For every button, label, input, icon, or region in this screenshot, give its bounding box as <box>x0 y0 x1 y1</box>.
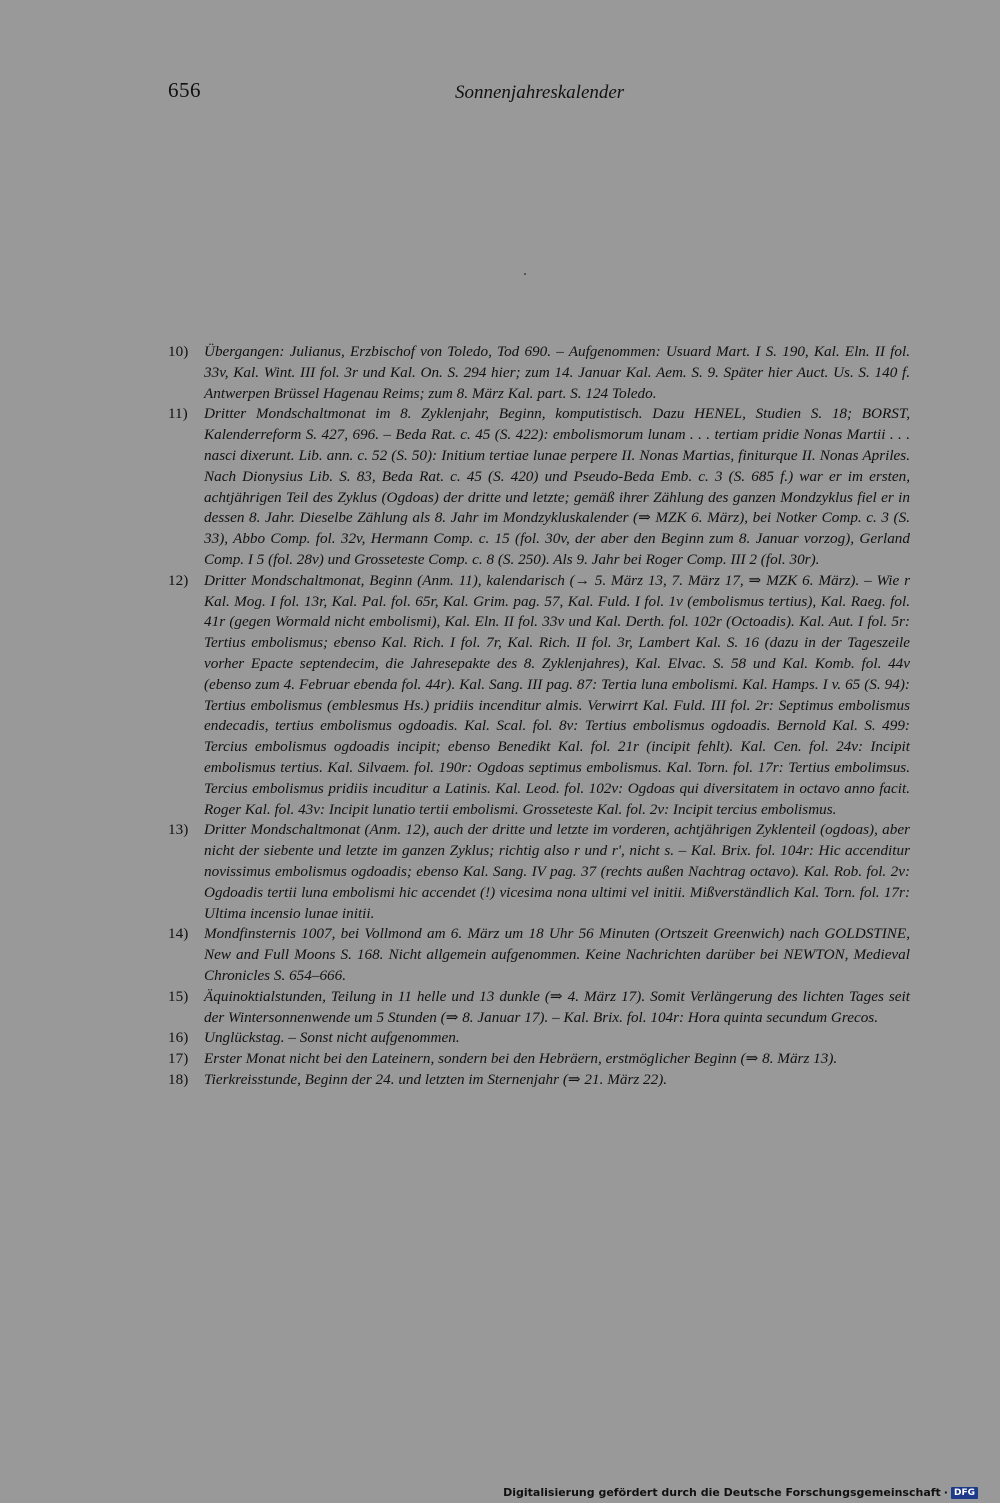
footnote-number: 18) <box>168 1070 189 1088</box>
footnote-number: 14) <box>168 925 189 943</box>
digitization-credit: Digitalisierung gefördert durch die Deutsche Forschungsgemeinschaft · DFG <box>503 1486 978 1499</box>
footnote-text: Übergangen: Julianus, Erzbischof von Toledo, Tod 690. – Aufgenommen: Usuard Mart. I S. 190, Kal. Eln. II fol. 33v, Kal. Wint. III fol. 3r und Kal. On. S. 294 hier; zum 14. Januar Kal. Aem. S. 9. Später hier Auct. Us. S. 140 f. Antwerpen Brüssel Hagenau Reims; zum 8. März Kal. part. S. 124 Toledo. <box>204 343 910 402</box>
footnote-text: Dritter Mondschaltmonat (Anm. 12), auch der dritte und letzte im vorderen, achtjährigen Zyklenteil (ogdoas), aber nicht der siebente und letzte im ganzen Zyklus; richtig also r und r', nicht s. – Kal. Brix. fol. 104r: Hic accenditur novissimus embolismus ogdoadis; ebenso Kal. Sang. IV pag. 37 (rechts außen Nachtrag octavo). Kal. Rob. fol. 2v: Ogdoadis tertii luna embolismi hic accendet (!) vicesima nona ultimi vel initii. Mißverständlich Kal. Torn. fol. 17r: Ultima incensio lunae initii. <box>204 821 910 922</box>
footnote-14 <box>168 924 910 986</box>
footnote-text: Erster Monat nicht bei den Lateinern, sondern bei den Hebräern, erstmöglicher Beginn (⇒ 8. März 13). <box>204 1050 838 1068</box>
footnote-17 <box>168 1049 910 1070</box>
footnote-number: 15) <box>168 987 189 1005</box>
page-number: 656 <box>168 78 201 102</box>
footnote-13 <box>168 820 910 924</box>
credit-text: Digitalisierung gefördert durch die Deutsche Forschungsgemeinschaft <box>503 1486 941 1499</box>
footnote-number: 10) <box>168 343 189 360</box>
footnote-12 <box>168 571 910 821</box>
footnote-text: Dritter Mondschaltmonat im 8. Zyklenjahr, Beginn, komputistisch. Dazu HENEL, Studien S. 18; BORST, Kalenderreform S. 427, 696. – Beda Rat. c. 45 (S. 422): embolismorum lunam . . . tertiam pridie Nonas Martii . . . nasci dixerunt. Lib. ann. c. 52 (S. 50): Initium tertiae lunae perpere II. Nonas Martias, finiturque II. Nonas Apriles. Nach Dionysius Lib. S. 83, Beda Rat. c. 45 (S. 420) und Pseudo-Beda Emb. c. 3 (S. 685 f.) war er im ersten, achtjährigen Teil des Zyklus (Ogdoas) der dritte und letzte; gemäß ihrer Zählung des ganzen Mondzyklus fiel er in dessen 8. Jahr. Dieselbe Zählung als 8. Jahr im Mondzykluskalender (⇒ MZK 6. März), bei Notker Comp. c. 3 (S. 33), Abbo Comp. fol. 32v, Hermann Comp. c. 15 (fol. 30v, der aber den Beginn zum 8. Januar vorzog), Gerland Comp. I 5 (fol. 28v) und Grosseteste Comp. c. 8 (S. 250). Als 9. Jahr bei Roger Comp. III 2 (fol. 30r). <box>204 405 910 568</box>
footnote-number: 17) <box>168 1050 189 1068</box>
footnote-10 <box>168 342 910 404</box>
footnote-18 <box>168 1070 910 1091</box>
running-title: Sonnenjahreskalender <box>455 82 625 103</box>
footnote-number: 16) <box>168 1029 189 1047</box>
scan-speck <box>524 273 526 275</box>
footnote-list <box>168 342 910 1091</box>
footnote-text: Dritter Mondschaltmonat, Beginn (Anm. 11), kalendarisch (→ 5. März 13, 7. März 17, ⇒ MZK 6. März). – Wie r Kal. Mog. I fol. 13r, Kal. Pal. fol. 65r, Kal. Grim. pag. 57, Kal. Fuld. I fol. 1v (embolismus tertius), Kal. Raeg. fol. 41r (gegen Wormald nicht embolismi), Kal. Eln. II fol. 33v und Kal. Derth. fol. 102r (Octoadis). Kal. Aut. I fol. 5r: Tertius embolismus; ebenso Kal. Rich. I fol. 7r, Kal. Rich. II fol. 3r, Lambert Kal. S. 16 (dazu in der Tageszeile vorher Epacte septendecim, die Jahresepakte des 8. Zyklenjahres), Kal. Elvac. S. 58 und Kal. Komb. fol. 44v (ebenso zum 4. Februar ebenda fol. 44r). Kal. Sang. III pag. 87: Tertia luna embolismi. Kal. Hamps. I v. 65 (S. 94): Tertius embolismus (emblesmus Hs.) pridiis incenditur almis. Verwirrt Kal. Fuld. III fol. 2r: Septimus embolismus endecadis, tertius embolismus ogdoadis. Kal. Scal. fol. 8v: Tertius embolismus ogdoadis. Bernold Kal. S. 499: Tercius embolismus ogdoadis incipit; ebenso Benedikt Kal. fol. 21r (incipit fehlt). Kal. Cen. fol. 24v: Incipit embolismus tertius. Kal. Silvaem. fol. 190r: Ogdoas septimus embolismus. Kal. Torn. fol. 17r: Tertius embolimsus. Tercius embolismus pridiis incuditur a Latinis. Kal. Leod. fol. 102v: Ogdoas qui diversitatem in octavo anno facit. Roger Kal. fol. 43v: Incipit lunatio tertii embolismi. Grosseteste Kal. fol. 2v: Incipit tercius embolismus. <box>204 571 910 818</box>
footnote-text: Mondfinsternis 1007, bei Vollmond am 6. März um 18 Uhr 56 Minuten (Ortszeit Greenwich) nach GOLDSTINE, New and Full Moons S. 168. Nicht allgemein aufgenommen. Keine Nachrichten darüber bei NEWTON, Medieval Chronicles S. 654–666. <box>204 925 910 984</box>
footnote-text: Tierkreisstunde, Beginn der 24. und letzten im Sternenjahr (⇒ 21. März 22). <box>204 1070 668 1088</box>
footnote-text: Äquinoktialstunden, Teilung in 11 helle und 13 dunkle (⇒ 4. März 17). Somit Verlängerung des lichten Tages seit der Wintersonnenwende um 5 Stunden (⇒ 8. Januar 17). – Kal. Brix. fol. 104r: Hora quinta secundum Grecos. <box>204 987 910 1026</box>
footnote-15 <box>168 987 910 1029</box>
dfg-logo-icon: DFG <box>951 1487 978 1499</box>
footnote-number: 13) <box>168 821 189 839</box>
footnote-number: 11) <box>168 405 188 423</box>
footnote-16 <box>168 1028 910 1049</box>
footnote-11 <box>168 404 910 570</box>
footnote-text: Unglückstag. – Sonst nicht aufgenommen. <box>204 1029 460 1047</box>
footnote-number: 12) <box>168 571 189 589</box>
